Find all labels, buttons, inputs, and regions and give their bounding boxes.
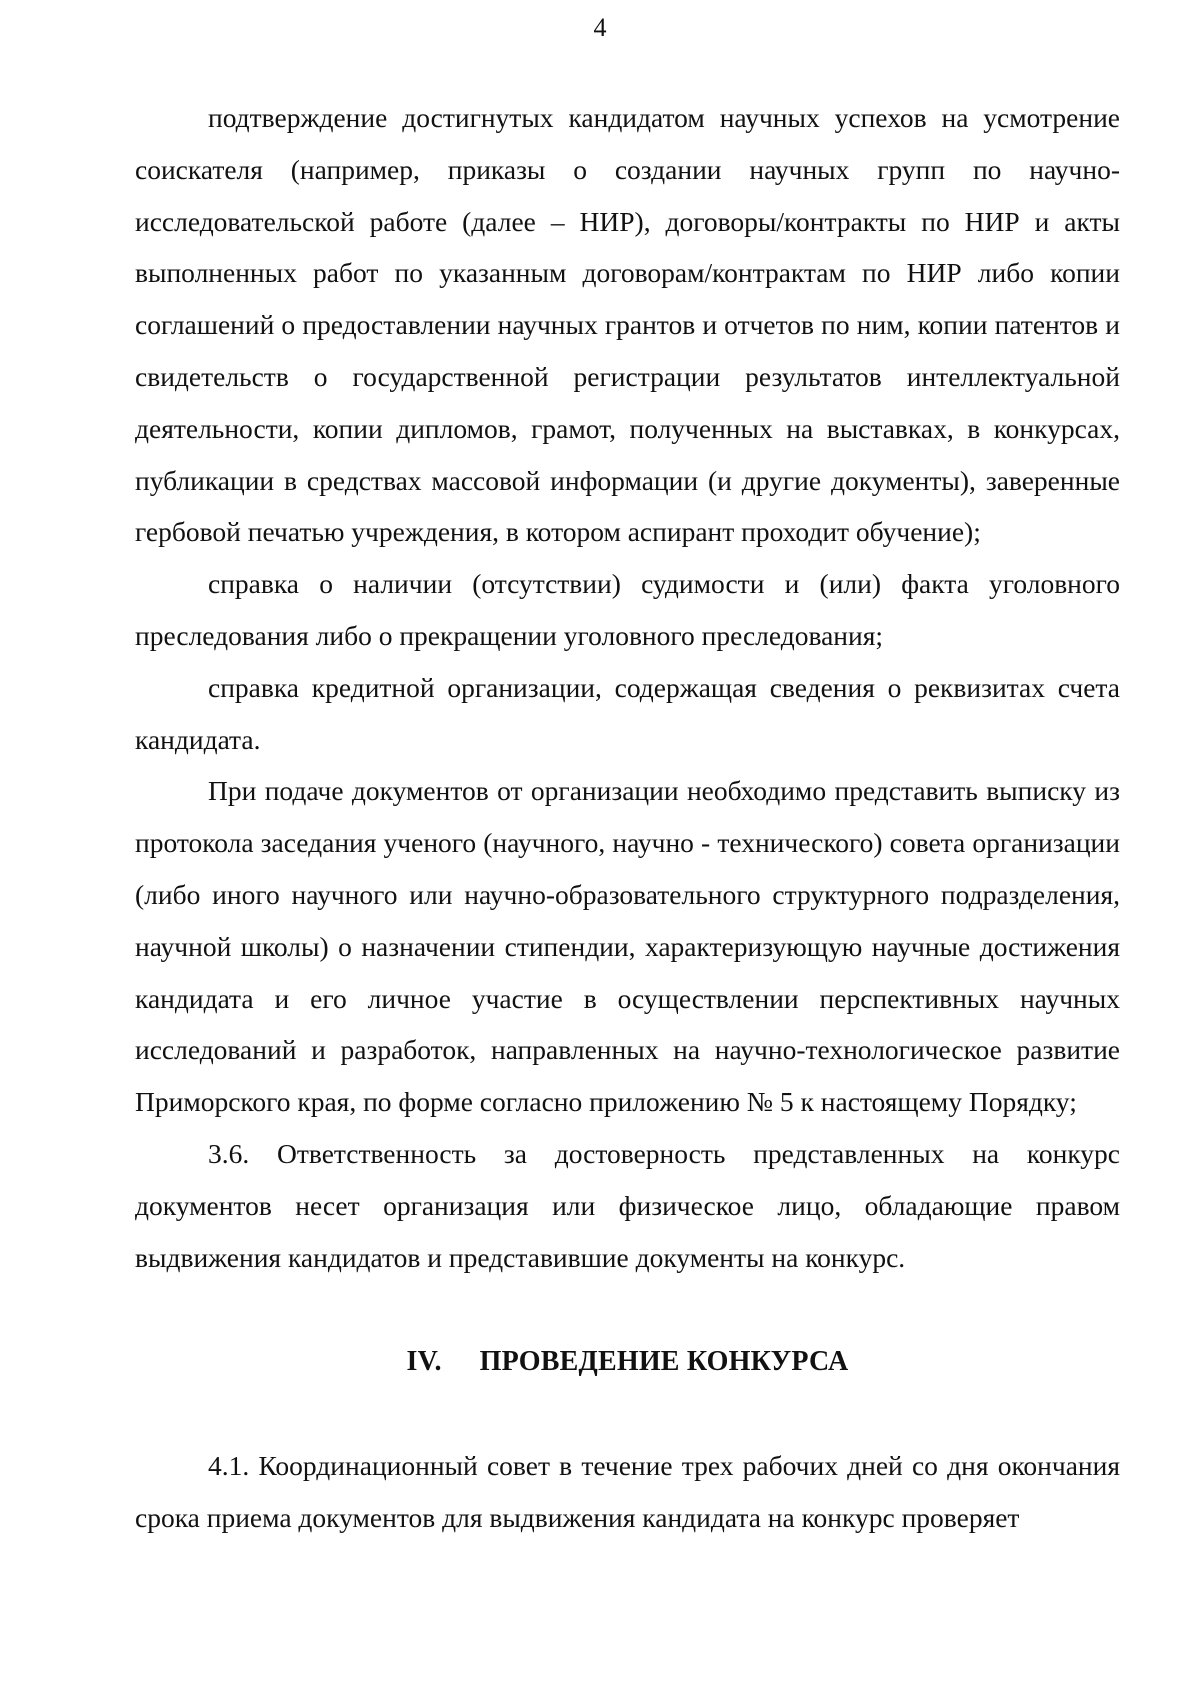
page-number: 4	[593, 13, 607, 42]
paragraph-4-1: 4.1. Координационный совет в течение трех рабочих дней со дня окончания срока приема документов для выдвижения кандидата на конкурс проверяет	[135, 1450, 1120, 1534]
document-body	[135, 92, 1120, 1544]
section-number: IV.	[406, 1346, 442, 1378]
paragraph-responsibility: 3.6. Ответственность за достоверность представленных на конкурс документов несет организация или физическое лицо, обладающие правом выдвижения кандидатов и представившие документы на конкурс.	[135, 1137, 1120, 1273]
paragraph-criminal-record: справка о наличии (отсутствии) судимости и (или) факта уголовного преследования либо о прекращении уголовного преследования;	[135, 568, 1120, 651]
paragraph-organization-submission: При подаче документов от организации необходимо представить выписку из протокола заседания ученого (научного, научно - технического) совета организации (либо иного научного или научно-образовательного структурного подразделения, научной школы) о назначении стипендии, характеризующую научные достижения кандидата и его личное участие в осуществлении перспективных научных исследований и разработок, направленных на научно-технологическое развитие Приморского края, по форме согласно приложению № 5 к настоящему Порядку;	[135, 775, 1120, 1118]
paragraph-bank-details: справка кредитной организации, содержащая сведения о реквизитах счета кандидата.	[135, 671, 1120, 755]
section-title: ПРОВЕДЕНИЕ КОНКУРСА	[479, 1346, 849, 1378]
paragraph-achievements: подтверждение достигнутых кандидатом научных успехов на усмотрение соискателя (например, приказы о создании научных групп по научно-исследовательской работе (далее – НИР), договоры/контракты по НИР и акты выполненных работ по указанным договорам/контрактам по НИР либо копии соглашений о предоставлении научных грантов и отчетов по ним, копии патентов и свидетельств о государственной регистрации результатов интеллектуальной деятельности, копии дипломов, грамот, полученных на выставках, в конкурсах, публикации в средствах массовой информации (и другие документы), заверенные гербовой печатью учреждения, в котором аспирант проходит обучение);	[135, 102, 1120, 548]
section-heading	[135, 1336, 1120, 1388]
